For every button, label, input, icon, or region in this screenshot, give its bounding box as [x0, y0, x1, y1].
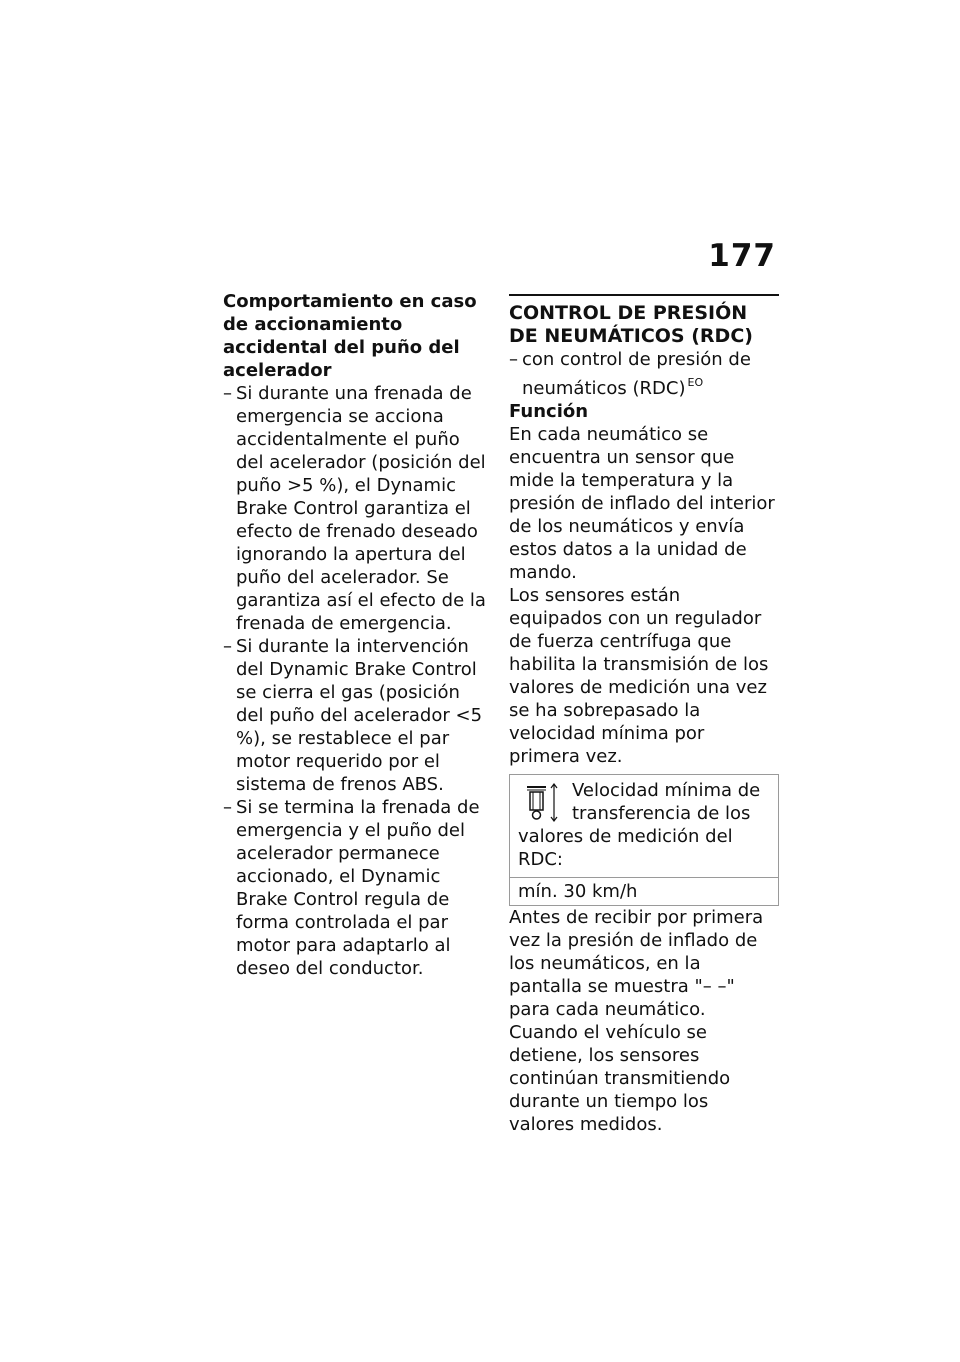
version-item: [509, 348, 779, 400]
page-number: 177: [708, 238, 776, 274]
spec-head: [510, 775, 778, 877]
tyre-pressure-icon: [524, 781, 562, 825]
sensor-paragraph: Los sensores están equipados con un regulador de fuerza centrífuga que habilita la transmisión de los valores de medición una vez se ha sobrepasado la velocidad mínima por primera vez.: [509, 585, 769, 767]
left-heading: Comportamiento en caso de accionamiento accidental del puño del acelerador: [223, 291, 477, 381]
list-item: – Si se termina la frenada de emergencia y el puño del acelerador permanece accionado, el Dynamic Brake Control regula de forma controlada el par motor para adaptarlo al deseo del conductor.: [223, 796, 491, 980]
list-item: – Si durante la intervención del Dynamic Brake Control se cierra el gas (posición del puño del acelerador <5 %), se restablece el par motor requerido por el sistema de frenos ABS.: [223, 635, 491, 796]
spec-box: [509, 774, 779, 906]
list-item: – Si durante una frenada de emergencia se acciona accidentalmente el puño del acelerador (posición del puño >5 %), el Dynamic Brake Control garantiza el efecto de frenado deseado ignorando la apertura del puño del acelerador. Se garantiza así el efecto de la frenada de emergencia.: [223, 382, 491, 635]
right-column: [509, 290, 779, 1136]
version-text: con control de presión de neumáticos (RDC): [522, 349, 751, 399]
display-paragraph: Antes de recibir por primera vez la presión de inflado de los neumáticos, en la pantalla se muestra "– –" para cada neumático. Cuando el vehículo se detiene, los sensores continúan transmitiendo durante un tiempo los valores medidos.: [509, 907, 764, 1135]
spec-label: Velocidad mínima de transferencia de los valores de medición del RDC:: [518, 780, 761, 870]
version-note: [509, 348, 779, 400]
version-code: EO: [687, 376, 704, 389]
behavior-list: [223, 382, 491, 980]
spec-value: mín. 30 km/h: [510, 877, 778, 905]
left-column: [223, 290, 491, 980]
function-paragraph: En cada neumático se encuentra un sensor que mide la temperatura y la presión de inflado del interior de los neumáticos y envía estos datos a la unidad de mando.: [509, 424, 775, 583]
function-heading: Función: [509, 401, 589, 422]
section-title: CONTROL DE PRESIÓN DE NEUMÁTICOS (RDC): [509, 294, 779, 348]
